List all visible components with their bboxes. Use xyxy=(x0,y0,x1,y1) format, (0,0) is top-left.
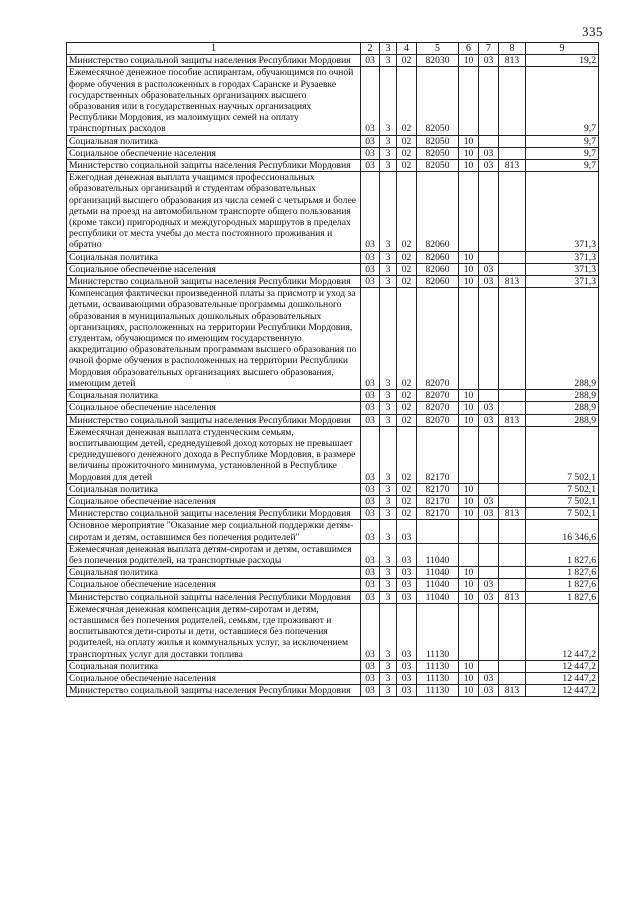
code-cell: 02 xyxy=(397,135,417,147)
code-cell xyxy=(499,603,526,660)
code-cell: 3 xyxy=(380,147,397,159)
code-cell xyxy=(499,483,526,495)
code-cell xyxy=(479,426,499,483)
code-cell xyxy=(499,426,526,483)
amount-cell: 371,3 xyxy=(526,251,599,263)
code-cell: 813 xyxy=(499,276,526,288)
code-cell: 03 xyxy=(397,520,417,543)
row-label: Ежемесячная денежная выплата детям-сиротам и детям, оставшимся без попечения родителей, на транспортные расходы xyxy=(67,543,361,566)
code-cell: 11130 xyxy=(417,603,459,660)
code-cell: 82050 xyxy=(417,135,459,147)
code-cell: 82170 xyxy=(417,495,459,507)
code-cell: 03 xyxy=(361,672,380,684)
table-row xyxy=(67,543,599,566)
row-label: Социальная политика xyxy=(67,390,361,402)
code-cell xyxy=(499,288,526,390)
row-label: Социальная политика xyxy=(67,483,361,495)
code-cell: 03 xyxy=(361,603,380,660)
code-cell: 03 xyxy=(397,567,417,579)
code-cell: 03 xyxy=(397,591,417,603)
row-label: Социальное обеспечение населения xyxy=(67,263,361,275)
code-cell: 03 xyxy=(479,579,499,591)
code-cell: 82050 xyxy=(417,147,459,159)
table-row xyxy=(67,67,599,135)
code-cell: 813 xyxy=(499,591,526,603)
code-cell xyxy=(459,543,479,566)
code-cell: 82030 xyxy=(417,55,459,67)
code-cell: 03 xyxy=(479,263,499,275)
code-cell: 02 xyxy=(397,67,417,135)
code-cell: 02 xyxy=(397,402,417,414)
row-label: Министерство социальной защиты населения Республики Мордовия xyxy=(67,508,361,520)
code-cell: 02 xyxy=(397,483,417,495)
code-cell: 03 xyxy=(361,483,380,495)
code-cell: 03 xyxy=(361,520,380,543)
code-cell xyxy=(479,543,499,566)
row-label: Социальное обеспечение населения xyxy=(67,579,361,591)
amount-cell: 1 827,6 xyxy=(526,567,599,579)
amount-cell: 7 502,1 xyxy=(526,426,599,483)
code-cell: 03 xyxy=(361,263,380,275)
code-cell: 3 xyxy=(380,426,397,483)
table-row xyxy=(67,55,599,67)
code-cell: 813 xyxy=(499,55,526,67)
code-cell: 813 xyxy=(499,685,526,697)
code-cell: 03 xyxy=(361,660,380,672)
code-cell: 03 xyxy=(361,414,380,426)
amount-cell: 371,3 xyxy=(526,172,599,251)
code-cell: 82060 xyxy=(417,263,459,275)
code-cell: 03 xyxy=(397,543,417,566)
code-cell: 11130 xyxy=(417,685,459,697)
code-cell: 3 xyxy=(380,591,397,603)
code-cell xyxy=(499,567,526,579)
table-row xyxy=(67,508,599,520)
code-cell xyxy=(499,251,526,263)
code-cell: 3 xyxy=(380,288,397,390)
code-cell: 3 xyxy=(380,276,397,288)
code-cell: 02 xyxy=(397,251,417,263)
code-cell xyxy=(459,520,479,543)
code-cell xyxy=(417,520,459,543)
table-row xyxy=(67,172,599,251)
code-cell: 02 xyxy=(397,55,417,67)
code-cell: 3 xyxy=(380,402,397,414)
code-cell: 02 xyxy=(397,263,417,275)
code-cell: 02 xyxy=(397,426,417,483)
code-cell xyxy=(499,520,526,543)
code-cell xyxy=(499,672,526,684)
amount-cell: 7 502,1 xyxy=(526,508,599,520)
code-cell: 11040 xyxy=(417,543,459,566)
table-row xyxy=(67,160,599,172)
row-label: Министерство социальной защиты населения Республики Мордовия xyxy=(67,414,361,426)
table-row xyxy=(67,414,599,426)
table-row xyxy=(67,660,599,672)
code-cell: 10 xyxy=(459,591,479,603)
code-cell: 3 xyxy=(380,508,397,520)
code-cell xyxy=(479,135,499,147)
code-cell xyxy=(479,520,499,543)
table-row xyxy=(67,567,599,579)
code-cell xyxy=(499,172,526,251)
row-label: Компенсация фактически произведенной платы за присмотр и уход за детьми, осваивающими образовательные программы дошкольного образования в муниципальных дошкольных образовательных организациях, расположенных на территории Республики Мордовия, студентам, обучающимся по имеющим государственную аккредитацию образовательным программам высшего образования по очной форме обучения в расположенных на территории Республики Мордовия образовательных организациях высшего образования, имеющим детей xyxy=(67,288,361,390)
table-row xyxy=(67,495,599,507)
header-cell: 1 xyxy=(67,43,361,55)
code-cell: 03 xyxy=(397,603,417,660)
code-cell: 3 xyxy=(380,390,397,402)
code-cell: 10 xyxy=(459,508,479,520)
code-cell: 03 xyxy=(361,426,380,483)
code-cell: 3 xyxy=(380,67,397,135)
code-cell: 82060 xyxy=(417,251,459,263)
code-cell: 03 xyxy=(361,55,380,67)
code-cell: 3 xyxy=(380,603,397,660)
code-cell xyxy=(459,288,479,390)
header-cell: 9 xyxy=(526,43,599,55)
code-cell: 10 xyxy=(459,402,479,414)
table-row xyxy=(67,603,599,660)
code-cell: 03 xyxy=(397,672,417,684)
code-cell: 10 xyxy=(459,672,479,684)
table-row xyxy=(67,685,599,697)
code-cell: 11040 xyxy=(417,567,459,579)
row-label: Ежемесячная денежная компенсация детям-сиротам и детям, оставшимся без попечения родителей, семьям, где проживают и воспитываются дети-сироты и дети, оставшиеся без попечения родителей, на оплату жилья и коммунальных услуг, за исключением транспортных услуг для доставки топлива xyxy=(67,603,361,660)
row-label: Ежемесячная денежная выплата студенческим семьям, воспитывающим детей, среднедушевой доход которых не превышает среднедушевого денежного дохода в Республике Мордовия, в размере величины прожиточного минимума, установленной в Республике Мордовия для детей xyxy=(67,426,361,483)
row-label: Социальное обеспечение населения xyxy=(67,402,361,414)
code-cell: 3 xyxy=(380,172,397,251)
code-cell: 03 xyxy=(361,147,380,159)
code-cell: 02 xyxy=(397,147,417,159)
code-cell xyxy=(459,426,479,483)
amount-cell: 288,9 xyxy=(526,414,599,426)
code-cell: 10 xyxy=(459,251,479,263)
code-cell xyxy=(499,147,526,159)
table-row xyxy=(67,579,599,591)
code-cell: 10 xyxy=(459,390,479,402)
amount-cell: 7 502,1 xyxy=(526,483,599,495)
code-cell: 02 xyxy=(397,160,417,172)
header-cell: 4 xyxy=(397,43,417,55)
row-label: Ежегодная денежная выплата учащимся профессиональных образовательных организаций и студентам образовательных организаций высшего образования из числа семей с четырьмя и более детьми на проезд на автомобильном транспорте общего пользования (кроме такси) пригородных и междугородных маршрутов в пределах республики от места учебы до места постоянного проживания и обратно xyxy=(67,172,361,251)
code-cell xyxy=(479,67,499,135)
code-cell: 03 xyxy=(361,543,380,566)
code-cell xyxy=(479,251,499,263)
code-cell: 82060 xyxy=(417,276,459,288)
code-cell: 10 xyxy=(459,685,479,697)
row-label: Министерство социальной защиты населения Республики Мордовия xyxy=(67,276,361,288)
code-cell: 3 xyxy=(380,483,397,495)
amount-cell: 371,3 xyxy=(526,263,599,275)
header-cell: 5 xyxy=(417,43,459,55)
table-row xyxy=(67,147,599,159)
code-cell xyxy=(479,660,499,672)
code-cell: 3 xyxy=(380,414,397,426)
code-cell: 03 xyxy=(479,402,499,414)
code-cell: 82060 xyxy=(417,172,459,251)
table-row xyxy=(67,251,599,263)
code-cell: 02 xyxy=(397,288,417,390)
code-cell: 10 xyxy=(459,147,479,159)
code-cell: 10 xyxy=(459,55,479,67)
code-cell: 3 xyxy=(380,520,397,543)
page-number: 335 xyxy=(582,24,603,39)
row-label: Социальная политика xyxy=(67,251,361,263)
code-cell xyxy=(479,567,499,579)
code-cell: 3 xyxy=(380,251,397,263)
code-cell: 82170 xyxy=(417,483,459,495)
amount-cell: 19,2 xyxy=(526,55,599,67)
code-cell: 3 xyxy=(380,263,397,275)
code-cell: 02 xyxy=(397,390,417,402)
code-cell: 02 xyxy=(397,414,417,426)
table-row xyxy=(67,390,599,402)
table-row xyxy=(67,288,599,390)
code-cell xyxy=(479,172,499,251)
code-cell: 10 xyxy=(459,135,479,147)
amount-cell: 1 827,6 xyxy=(526,579,599,591)
code-cell: 03 xyxy=(361,567,380,579)
code-cell: 3 xyxy=(380,672,397,684)
amount-cell: 288,9 xyxy=(526,402,599,414)
code-cell: 03 xyxy=(361,67,380,135)
code-cell: 03 xyxy=(361,172,380,251)
row-label: Министерство социальной защиты населения Республики Мордовия xyxy=(67,160,361,172)
table-row xyxy=(67,263,599,275)
row-label: Ежемесячное денежное пособие аспирантам, обучающимся по очной форме обучения в расположенных в городах Саранске и Рузаевке государственных образовательных организациях высшего образования или в государственных научных организациях Республики Мордовия, из малоимущих семей на оплату транспортных расходов xyxy=(67,67,361,135)
code-cell: 10 xyxy=(459,567,479,579)
amount-cell: 12 447,2 xyxy=(526,603,599,660)
code-cell: 10 xyxy=(459,160,479,172)
code-cell xyxy=(499,135,526,147)
code-cell: 03 xyxy=(397,660,417,672)
code-cell: 03 xyxy=(361,579,380,591)
code-cell xyxy=(459,603,479,660)
amount-cell: 9,7 xyxy=(526,160,599,172)
amount-cell: 1 827,6 xyxy=(526,591,599,603)
code-cell: 82070 xyxy=(417,402,459,414)
code-cell: 82050 xyxy=(417,67,459,135)
code-cell xyxy=(499,390,526,402)
row-label: Социальное обеспечение населения xyxy=(67,672,361,684)
code-cell: 03 xyxy=(397,579,417,591)
code-cell: 3 xyxy=(380,567,397,579)
amount-cell: 371,3 xyxy=(526,276,599,288)
amount-cell: 1 827,6 xyxy=(526,543,599,566)
code-cell xyxy=(479,390,499,402)
amount-cell: 9,7 xyxy=(526,67,599,135)
amount-cell: 288,9 xyxy=(526,288,599,390)
code-cell xyxy=(499,402,526,414)
table-row xyxy=(67,672,599,684)
code-cell xyxy=(459,67,479,135)
amount-cell: 288,9 xyxy=(526,390,599,402)
code-cell xyxy=(479,483,499,495)
code-cell: 11130 xyxy=(417,672,459,684)
code-cell: 11130 xyxy=(417,660,459,672)
code-cell: 82170 xyxy=(417,426,459,483)
code-cell: 813 xyxy=(499,508,526,520)
code-cell: 02 xyxy=(397,495,417,507)
code-cell: 10 xyxy=(459,579,479,591)
code-cell: 03 xyxy=(479,160,499,172)
code-cell: 02 xyxy=(397,172,417,251)
budget-table xyxy=(66,42,599,697)
code-cell: 82050 xyxy=(417,160,459,172)
code-cell: 03 xyxy=(361,390,380,402)
header-cell: 8 xyxy=(499,43,526,55)
table-row xyxy=(67,276,599,288)
code-cell: 03 xyxy=(479,147,499,159)
code-cell xyxy=(499,495,526,507)
row-label: Министерство социальной защиты населения Республики Мордовия xyxy=(67,685,361,697)
table-row xyxy=(67,402,599,414)
table-row xyxy=(67,483,599,495)
code-cell xyxy=(479,288,499,390)
code-cell xyxy=(499,67,526,135)
header-cell: 7 xyxy=(479,43,499,55)
code-cell: 3 xyxy=(380,135,397,147)
amount-cell: 16 346,6 xyxy=(526,520,599,543)
code-cell: 813 xyxy=(499,414,526,426)
table-row xyxy=(67,591,599,603)
amount-cell: 9,7 xyxy=(526,147,599,159)
code-cell: 02 xyxy=(397,276,417,288)
code-cell: 3 xyxy=(380,579,397,591)
code-cell xyxy=(479,603,499,660)
row-label: Социальное обеспечение населения xyxy=(67,147,361,159)
code-cell: 03 xyxy=(479,276,499,288)
header-cell: 2 xyxy=(361,43,380,55)
header-row xyxy=(67,43,599,55)
amount-cell: 7 502,1 xyxy=(526,495,599,507)
code-cell: 3 xyxy=(380,685,397,697)
code-cell: 3 xyxy=(380,55,397,67)
code-cell: 3 xyxy=(380,495,397,507)
row-label: Основное мероприятие "Оказание мер социальной поддержки детям-сиротам и детям, оставшимся без попечения родителей" xyxy=(67,520,361,543)
code-cell: 3 xyxy=(380,660,397,672)
header-cell: 3 xyxy=(380,43,397,55)
table-body xyxy=(67,55,599,697)
code-cell: 03 xyxy=(479,55,499,67)
code-cell: 03 xyxy=(361,160,380,172)
row-label: Министерство социальной защиты населения Республики Мордовия xyxy=(67,55,361,67)
row-label: Социальная политика xyxy=(67,135,361,147)
row-label: Социальное обеспечение населения xyxy=(67,495,361,507)
code-cell: 03 xyxy=(479,495,499,507)
code-cell: 11040 xyxy=(417,579,459,591)
code-cell: 82070 xyxy=(417,390,459,402)
code-cell: 82070 xyxy=(417,288,459,390)
amount-cell: 12 447,2 xyxy=(526,672,599,684)
amount-cell: 12 447,2 xyxy=(526,660,599,672)
code-cell: 03 xyxy=(361,495,380,507)
code-cell: 82070 xyxy=(417,414,459,426)
code-cell: 03 xyxy=(361,685,380,697)
code-cell xyxy=(459,172,479,251)
code-cell: 03 xyxy=(479,685,499,697)
amount-cell: 12 447,2 xyxy=(526,685,599,697)
code-cell xyxy=(499,543,526,566)
code-cell: 10 xyxy=(459,276,479,288)
code-cell: 813 xyxy=(499,160,526,172)
code-cell xyxy=(499,263,526,275)
code-cell: 10 xyxy=(459,660,479,672)
code-cell: 03 xyxy=(479,508,499,520)
code-cell: 11040 xyxy=(417,591,459,603)
code-cell: 03 xyxy=(361,508,380,520)
code-cell: 03 xyxy=(361,276,380,288)
code-cell: 10 xyxy=(459,495,479,507)
amount-cell: 9,7 xyxy=(526,135,599,147)
code-cell: 03 xyxy=(361,288,380,390)
code-cell: 82170 xyxy=(417,508,459,520)
code-cell: 03 xyxy=(361,135,380,147)
code-cell: 10 xyxy=(459,483,479,495)
code-cell: 03 xyxy=(479,591,499,603)
code-cell: 03 xyxy=(397,685,417,697)
code-cell: 03 xyxy=(361,591,380,603)
row-label: Социальная политика xyxy=(67,567,361,579)
code-cell xyxy=(499,660,526,672)
header-cell: 6 xyxy=(459,43,479,55)
table-row xyxy=(67,520,599,543)
code-cell: 02 xyxy=(397,508,417,520)
row-label: Социальная политика xyxy=(67,660,361,672)
code-cell: 03 xyxy=(361,402,380,414)
code-cell: 03 xyxy=(479,414,499,426)
code-cell: 3 xyxy=(380,160,397,172)
code-cell: 10 xyxy=(459,263,479,275)
code-cell: 03 xyxy=(479,672,499,684)
table-row xyxy=(67,135,599,147)
code-cell xyxy=(499,579,526,591)
code-cell: 10 xyxy=(459,414,479,426)
row-label: Министерство социальной защиты населения Республики Мордовия xyxy=(67,591,361,603)
table-row xyxy=(67,426,599,483)
code-cell: 03 xyxy=(361,251,380,263)
code-cell: 3 xyxy=(380,543,397,566)
